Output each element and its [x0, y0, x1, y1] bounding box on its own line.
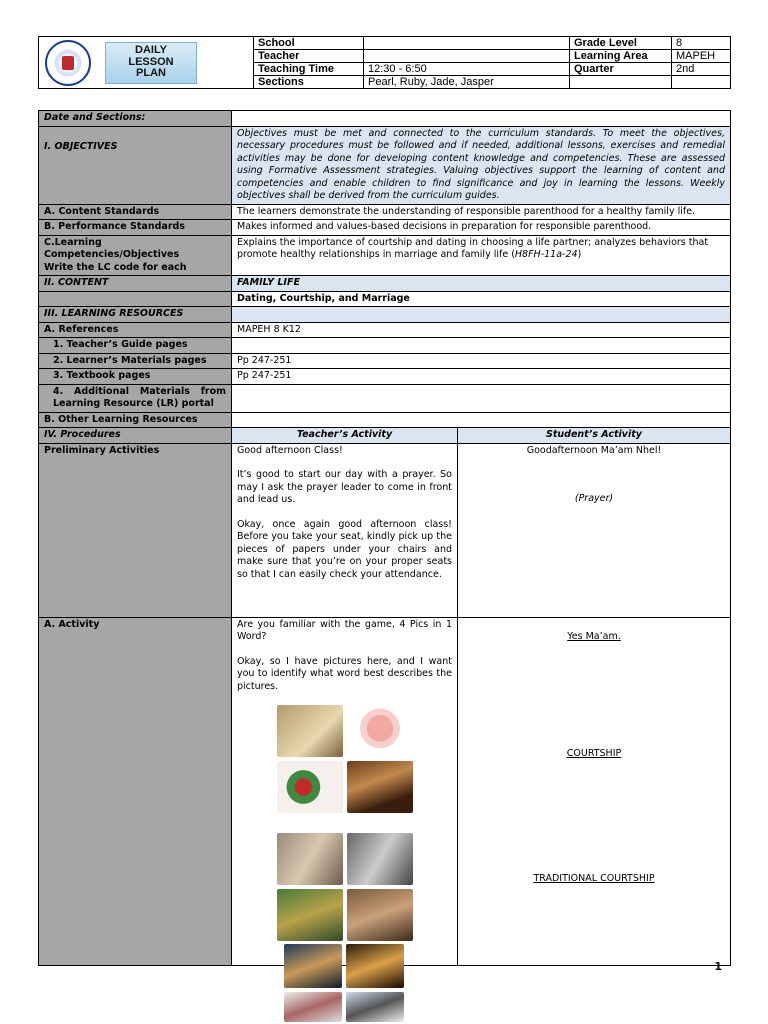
content-subtopic: Dating, Courtship, and Marriage [232, 291, 731, 307]
traditional-courtship-picture-1 [277, 833, 343, 885]
content-topic: FAMILY LIFE [232, 276, 731, 292]
textbook-label: 3. Textbook pages [39, 369, 232, 385]
empty-right-value [672, 76, 731, 89]
performance-standards-label: B. Performance Standards [39, 220, 232, 236]
student-activity-header: Student’s Activity [458, 428, 731, 444]
school-label: School [254, 37, 364, 50]
activity-student-answer-1: Yes Ma’am. [567, 630, 621, 642]
grade-level-label: Grade Level [570, 37, 672, 50]
content-standards-text: The learners demonstrate the understanding of responsible parenthood for a healthy family life. [232, 204, 731, 220]
procedures-label: IV. Procedures [39, 428, 232, 444]
performance-standards-text: Makes informed and values-based decisions in preparation for responsible parenthood. [232, 220, 731, 236]
learners-materials-label: 2. Learner’s Materials pages [39, 353, 232, 369]
quarter-label: Quarter [570, 63, 672, 76]
teddy-bear-picture [347, 705, 413, 757]
textbook-value: Pp 247-251 [232, 369, 731, 385]
teacher-label: Teacher [254, 50, 364, 63]
preliminary-activities-label: Preliminary Activities [39, 443, 232, 617]
additional-materials-value [232, 384, 731, 412]
teacher-activity-header: Teacher’s Activity [232, 428, 458, 444]
competencies-label-line-1: C.Learning [44, 236, 102, 248]
learners-materials-value: Pp 247-251 [232, 353, 731, 369]
page-number: 1 [714, 960, 722, 973]
prelim-student-greeting: Goodafternoon Ma’am Nhel! [526, 444, 662, 456]
prelim-teacher-prayer: It’s good to start our day with a prayer. So may I ask the prayer leader to come in front and lead us. [237, 469, 452, 505]
badge-line-2: LESSON [128, 55, 174, 68]
empty-right-label [570, 76, 672, 89]
references-label: A. References [39, 322, 232, 338]
prelim-student-prayer: (Prayer) [574, 493, 614, 504]
preliminary-teacher-cell [232, 443, 458, 617]
activity-teacher-question: Are you familiar with the game, 4 Pics in 1 Word? [237, 618, 452, 642]
chocolates-picture [347, 761, 413, 813]
activity-teacher-cell [232, 617, 458, 965]
lesson-plan-table [38, 110, 731, 966]
flowers-picture [277, 761, 343, 813]
traditional-courtship-picture-3 [277, 889, 343, 941]
modern-dating-picture-4 [346, 992, 404, 1022]
traditional-courtship-picture-4 [347, 889, 413, 941]
school-value [364, 37, 570, 50]
modern-dating-picture-2 [346, 944, 404, 988]
sections-value: Pearl, Ruby, Jade, Jasper [364, 76, 570, 89]
courtship-pictures-set-3 [284, 944, 404, 1022]
activity-teacher-instruction: Okay, so I have pictures here, and I want you to identify what word best describes the pictures. [237, 655, 452, 692]
competencies-body: Explains the importance of courtship and dating in choosing a life partner; analyzes behaviors that promote healthy relationships in marriage and family life ( [237, 236, 709, 260]
teaching-time-value: 12:30 - 6:50 [364, 63, 570, 76]
content-standards-label: A. Content Standards [39, 204, 232, 220]
references-value: MAPEH 8 K12 [232, 322, 731, 338]
lc-code: H8FH-11a-24 [514, 249, 578, 260]
date-sections-value [232, 111, 731, 127]
objectives-text: Objectives must be met and connected to the curriculum standards. To meet the objectives, necessary procedures must be followed and if needed, additional lessons, exercises and remedial activities may be done for developing content knowledge and competencies. These are assessed using Formative Assessment strategies. Valuing objectives support the learning of content and competencies and enable children to find significance and joy in learning the lessons. Weekly objectives shall be derived from the curriculum guides. [232, 126, 731, 204]
modern-dating-picture-1 [284, 944, 342, 988]
badge-line-3: PLAN [136, 67, 166, 80]
preliminary-student-cell [458, 443, 731, 617]
objectives-label: I. OBJECTIVES [39, 126, 232, 204]
deped-seal-icon [45, 40, 91, 86]
teachers-guide-label: 1. Teacher’s Guide pages [39, 338, 232, 354]
sections-label: Sections [254, 76, 364, 89]
teachers-guide-value [232, 338, 731, 354]
badge-line-1: DAILY [135, 44, 167, 57]
content-subtopic-label-cell [39, 291, 232, 307]
competencies-label-line-3: Write the LC code for each [44, 261, 187, 273]
prelim-teacher-attendance: Okay, once again good afternoon class! Before you take your seat, kindly pick up the pieces of papers under your chairs and make sure that you’re on your proper seats so that I can easily check your attendance. [237, 518, 452, 580]
modern-dating-picture-3 [284, 992, 342, 1022]
learning-area-label: Learning Area [570, 50, 672, 63]
header-table [38, 36, 731, 89]
grade-level-value: 8 [672, 37, 731, 50]
competencies-label-line-2: Competencies/Objectives [44, 249, 180, 260]
activity-label: A. Activity [39, 617, 232, 965]
other-resources-value [232, 412, 731, 428]
quarter-value: 2nd [672, 63, 731, 76]
additional-materials-label: 4. Additional Materials from Learning Resource (LR) portal [39, 384, 232, 412]
daily-lesson-plan-badge [105, 42, 197, 84]
teacher-value [364, 50, 570, 63]
prelim-teacher-greeting: Good afternoon Class! [237, 444, 343, 456]
competencies-close: ) [577, 249, 582, 260]
competencies-text [232, 235, 731, 276]
competencies-label [39, 235, 232, 276]
teaching-time-label: Teaching Time [254, 63, 364, 76]
learning-resources-label: III. LEARNING RESOURCES [39, 307, 232, 323]
activity-student-answer-2: COURTSHIP [566, 748, 622, 759]
courtship-pictures-set-1 [277, 705, 413, 813]
love-letter-picture [277, 705, 343, 757]
other-resources-label: B. Other Learning Resources [39, 412, 232, 428]
activity-student-answer-3: TRADITIONAL COURTSHIP [533, 872, 655, 884]
content-label: II. CONTENT [39, 276, 232, 292]
traditional-courtship-picture-2 [347, 833, 413, 885]
courtship-pictures-set-2 [277, 833, 413, 941]
logo-cell [39, 37, 254, 89]
activity-student-cell [458, 617, 731, 965]
date-sections-label: Date and Sections: [39, 111, 232, 127]
learning-resources-value [232, 307, 731, 323]
learning-area-value: MAPEH [672, 50, 731, 63]
